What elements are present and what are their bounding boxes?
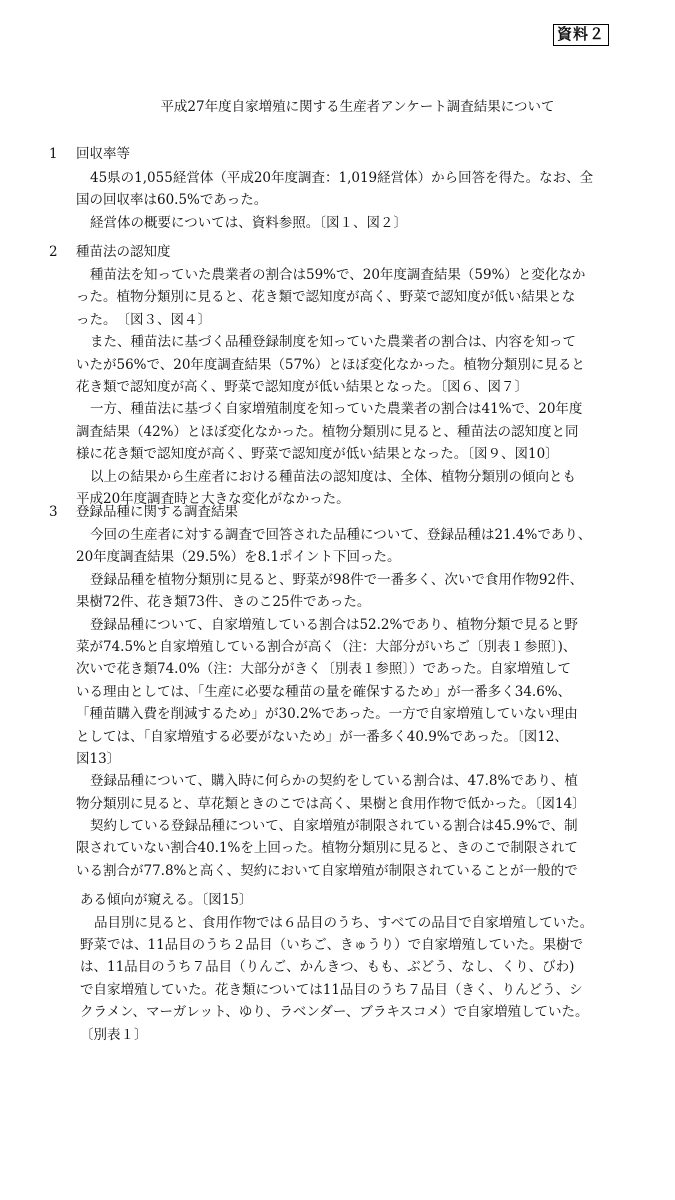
paragraph	[0, 770, 675, 815]
text-line: としては、「自家増殖する必要がないため」が一番多く40.9%であった。〔図12、	[76, 728, 568, 745]
text-line: 今回の生産者に対する調査で回答された品種について、登録品種は21.4%であり、	[90, 527, 592, 543]
paragraph	[0, 524, 675, 569]
text-line: 以上の結果から生産者における種苗法の認知度は、全体、植物分類別の傾向とも	[90, 468, 576, 485]
paragraph	[0, 569, 675, 614]
paragraph	[0, 264, 675, 331]
text-line: 果樹72件、花き類73件、きのこ25件であった。	[76, 594, 371, 611]
text-line: 「種苗購入費を削減するため」が30.2%であった。一方で自家増殖していない理由	[76, 706, 578, 723]
paragraph	[0, 331, 675, 398]
section-number: 2	[49, 244, 58, 260]
section-heading	[0, 501, 675, 523]
text-line: クラメン、マーガレット、ゆり、ラベンダー、ブラキスコメ）で自家増殖していた。	[80, 1004, 589, 1021]
text-line: 45県の1,055経営体（平成20年度調査：1,019経営体）から回答を得た。なお、全	[90, 170, 594, 186]
text-line: った。 〔図３、図４〕	[76, 311, 211, 328]
text-line: 種苗法を知っていた農業者の割合は59%で、20年度調査結果（59%）と変化なか	[90, 267, 586, 283]
text-line: 限されていない割合40.1%を上回った。植物分類別に見ると、きのこで制限されて	[76, 840, 578, 857]
text-line: ある傾向が窺える。〔図15〕	[80, 892, 253, 909]
text-line: 経営体の概要については、資料参照。〔図１、図２〕	[90, 214, 407, 231]
paragraph	[0, 614, 675, 771]
paragraph	[0, 167, 675, 212]
section-number: 3	[49, 504, 58, 520]
paragraph	[0, 815, 675, 882]
text-line: 次いで花き類74.0%（注：大部分がきく〔別表１参照〕）であった。自家増殖して	[76, 661, 572, 678]
section-title: 種苗法の認知度	[76, 244, 171, 260]
text-line: いる理由としては、「生産に必要な種苗の量を確保するため」が一番多く34.6%、	[76, 683, 572, 700]
text-line: 図13〕	[76, 750, 121, 767]
text-line: いる割合が77.8%と高く、契約において自家増殖が制限されていることが一般的で	[76, 862, 578, 879]
section-collection-rate	[0, 143, 675, 234]
section-title: 回収率等	[76, 146, 130, 162]
text-line: 一方、種苗法に基づく自家増殖制度を知っていた農業者の割合は41%で、20年度	[90, 401, 583, 418]
text-line: 物分類別に見ると、草花類ときのこでは高く、果樹と食用作物で低かった。〔図14〕	[76, 795, 586, 812]
text-line: 品目別に見ると、食用作物では６品目のうち、すべての品目で自家増殖していた。	[94, 914, 594, 931]
paragraph	[0, 889, 675, 911]
paragraph	[0, 912, 675, 1046]
section-title: 登録品種に関する調査結果	[76, 504, 238, 520]
text-line: 花き類で認知度が高く、野菜で認知度が低い結果となった。〔図６、図７〕	[76, 378, 528, 395]
text-line: った。植物分類別に見ると、花き類で認知度が高く、野菜で認知度が低い結果とな	[76, 289, 576, 306]
text-line: 調査結果（42%）とほぼ変化なかった。植物分類別に見ると、種苗法の認知度と同	[76, 423, 579, 440]
text-line: 様に花き類で認知度が高く、野菜で認知度が低い結果となった。〔図９、図10〕	[76, 446, 559, 463]
section-number: 1	[49, 146, 58, 162]
section-seed-law-awareness	[0, 241, 675, 510]
document-badge: 資料２	[553, 24, 609, 46]
text-line: 菜が74.5%と自家増殖している割合が高く（注：大部分がいちご〔別表１参照〕)、	[76, 638, 577, 655]
text-line: 20年度調査結果（29.5%）を8.1ポイント下回った。	[76, 549, 401, 566]
section-heading	[0, 143, 675, 165]
document-title: 平成27年度自家増殖に関する生産者アンケート調査結果について	[160, 99, 555, 115]
text-line: は、11品目のうち７品目（りんご、かんきつ、もも、ぶどう、なし、くり、びわ)	[80, 959, 575, 976]
text-line: 野菜では、11品目のうち２品目（いちご、きゅうり）で自家増殖していた。果樹で	[80, 937, 584, 954]
text-line: 登録品種について、購入時に何らかの契約をしている割合は、47.8%であり、植	[90, 773, 578, 790]
paragraph	[0, 398, 675, 465]
text-line: 登録品種について、自家増殖している割合は52.2%であり、植物分類で見ると野	[90, 616, 578, 633]
text-line: で自家増殖していた。花き類については11品目のうち７品目（きく、りんどう、シ	[80, 981, 583, 998]
text-line: また、種苗法に基づく品種登録制度を知っていた農業者の割合は、内容を知って	[90, 334, 576, 351]
text-line: 登録品種を植物分類別に見ると、野菜が98件で一番多く、次いで食用作物92件、	[90, 571, 584, 588]
paragraph	[0, 212, 675, 234]
section-registered-varieties	[0, 501, 675, 1046]
text-line: 契約している登録品種について、自家増殖が制限されている割合は45.9%で、制	[90, 818, 578, 835]
section-heading	[0, 241, 675, 263]
text-line: 平成20年度調査時と大きな変化がなかった。	[76, 490, 350, 507]
text-line: 〔別表１〕	[80, 1026, 148, 1043]
text-line: いたが56%で、20年度調査結果（57%）とほぼ変化なかった。植物分類別に見ると	[76, 356, 585, 373]
text-line: 国の回収率は60.5%であった。	[76, 192, 268, 209]
